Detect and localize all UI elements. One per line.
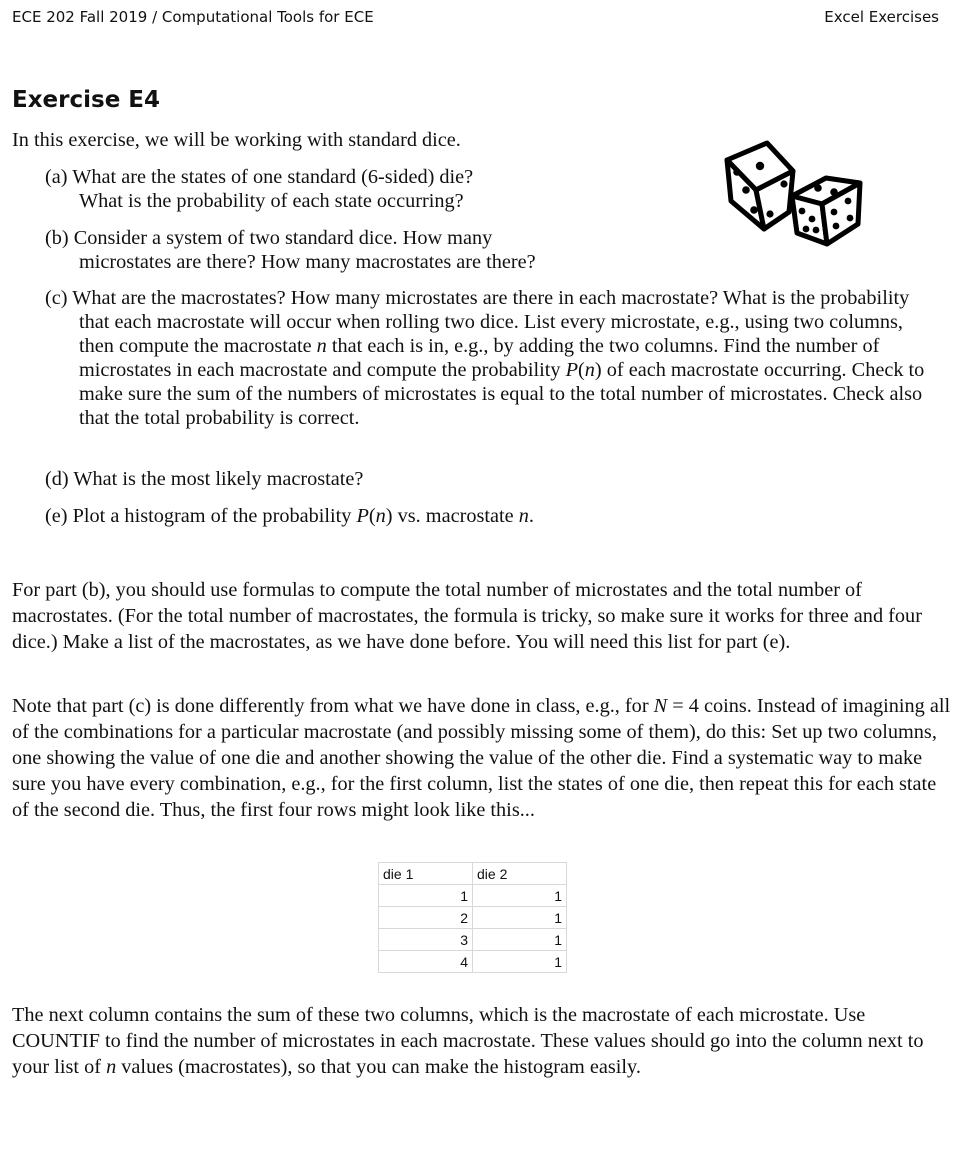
table-row <box>379 885 567 907</box>
left-die-icon <box>727 143 793 229</box>
right-die-icon <box>792 178 860 244</box>
table-cell: 1 <box>473 885 567 907</box>
spreadsheet-table <box>378 862 567 973</box>
question-e: (e) Plot a histogram of the probability P(n) vs. macrostate n. <box>45 505 534 527</box>
question-b: (b) Consider a system of two standard dice. How many microstates are there? How many macrostates are there? <box>45 227 536 273</box>
intro-text: In this exercise, we will be working with standard dice. <box>12 129 461 151</box>
question-a: (a) What are the states of one standard (6-sided) die? What is the probability of each state occurring? <box>45 166 474 212</box>
question-c: (c) What are the macrostates? How many microstates are there in each macrostate? What is the probability that each macrostate will occur when rolling two dice. List every microstate, e.g., using two columns, then compute the macrostate n that each is in, e.g., by adding the two columns. Find the number of microstates in each macrostate and compute the probability P(n) of each macrostate occurring. Check to make sure the sum of the numbers of microstates is equal to the total number of microstates. Check also that the total probability is correct. <box>45 287 925 429</box>
paragraph-final: The next column contains the sum of these two columns, which is the macrostate of each microstate. Use COUNTIF to find the number of microstates in each macrostate. These values should go into the column next to your list of n values (macrostates), so that you can make the histogram easily. <box>12 1004 924 1078</box>
table-cell: 4 <box>379 951 473 973</box>
table-cell: 2 <box>379 907 473 929</box>
table-cell: 1 <box>473 951 567 973</box>
table-header-row <box>379 863 567 885</box>
paragraph-part-c: Note that part (c) is done differently from what we have done in class, e.g., for N = 4 coins. Instead of imagining all of the combinations for a particular macrostate (and possibly missing some of them), do this: Set up two columns, one showing the value of one die and another showing the value of the other die. Find a systematic way to make sure you have every combination, e.g., for the first column, list the states of one die, then repeat this for each state of the second die. Thus, the first four rows might look like this... <box>12 695 951 821</box>
table-cell: 1 <box>473 929 567 951</box>
paragraph-part-b: For part (b), you should use formulas to compute the total number of microstates and the total number of macrostates. (For the total number of macrostates, the formula is tricky, so make sure it works for three and four dice.) Make a list of the macrostates, as we have done before. You will need this list for part (e). <box>12 579 922 653</box>
exercise-title: Exercise E4 <box>12 87 161 113</box>
table-row <box>379 929 567 951</box>
question-d: (d) What is the most likely macrostate? <box>45 468 364 490</box>
table-row <box>379 951 567 973</box>
dice-illustration <box>706 126 882 258</box>
table-header-cell: die 2 <box>473 863 567 885</box>
header-section: Excel Exercises <box>824 8 939 26</box>
table-header-cell: die 1 <box>379 863 473 885</box>
header-course: ECE 202 Fall 2019 / Computational Tools for ECE <box>12 8 374 26</box>
table-row <box>379 907 567 929</box>
table-cell: 1 <box>473 907 567 929</box>
table-cell: 3 <box>379 929 473 951</box>
table-cell: 1 <box>379 885 473 907</box>
